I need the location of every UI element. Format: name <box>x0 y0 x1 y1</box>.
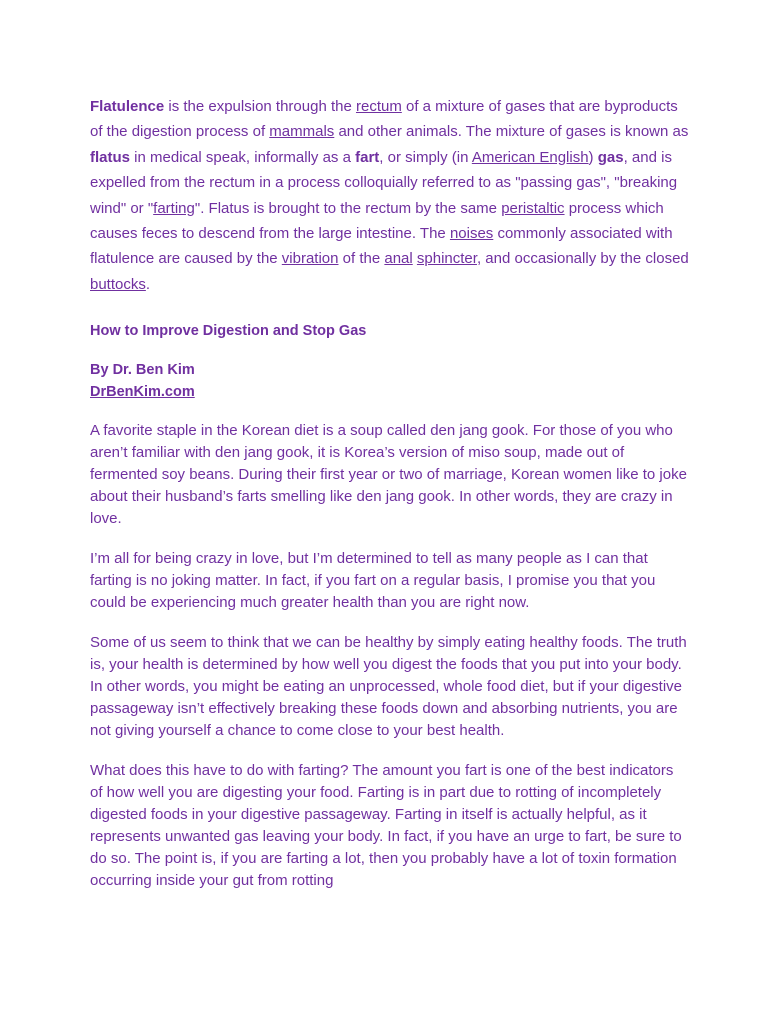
link-peristaltic[interactable]: peristaltic <box>501 199 565 217</box>
paragraph-1: A favorite staple in the Korean diet is a soup called den jang gook. For those of you who aren’t familiar with den jang gook, it is Korea’s version of miso soup, made out of fermented soy beans. During their first year or two of marriage, Korean women like to joke about their husband’s farts smelling like den jang gook. In other words, they are crazy in love. <box>90 422 687 528</box>
link-mammals[interactable]: mammals <box>269 123 335 141</box>
link-vibration[interactable]: vibration <box>281 250 339 268</box>
paragraph-4: What does this have to do with farting? The amount you fart is one of the best indicators of how well you are digesting your food. Farting is in part due to rotting of incompletely digested foods in your digestive passageway. Farting in itself is actually helpful, as it represents unwanted gas leaving your body. In fact, if you have an urge to fart, be sure to do so. The point is, if you are farting a lot, then you probably have a lot of toxin formation occurring inside your gut from rotting <box>90 762 682 890</box>
byline-author: By Dr. Ben Kim <box>90 362 195 379</box>
byline <box>90 359 690 403</box>
link-farting[interactable]: farting <box>153 199 195 217</box>
link-rectum[interactable]: rectum <box>355 98 402 115</box>
link-buttocks[interactable]: buttocks <box>90 275 146 293</box>
byline-site-link[interactable]: DrBenKim.com <box>90 384 195 401</box>
link-anal[interactable]: anal <box>384 250 413 268</box>
paragraph-2: I’m all for being crazy in love, but I’m determined to tell as many people as I can that farting is no joking matter. In fact, if you fart on a regular basis, I promise you that you could be experiencing much greater health than you are right now. <box>90 550 656 612</box>
intro-paragraph: Flatulence is the expulsion through the rectum of a mixture of gases that are byproducts of the digestion process of mammals and other animals. The mixture of gases is known as flatus in medical speak, informally as a fart, or simply (in American English) gas, and is expelled from the rectum in a process colloquially referred to as "passing gas", "breaking wind" or "farting". Flatus is brought to the rectum by the same peristaltic process which causes feces to descend from the large intestine. The noises commonly associated with flatulence are caused by the vibration of the anal sphincter, and occasionally by the closed buttocks. <box>90 98 689 293</box>
document-page <box>90 94 690 892</box>
term-flatus: flatus <box>90 148 131 166</box>
term-gas: gas <box>597 148 624 166</box>
term-fart: fart <box>355 148 380 166</box>
term-flatulence: Flatulence <box>90 98 165 115</box>
paragraph-3: Some of us seem to think that we can be healthy by simply eating healthy foods. The truth is, your health is determined by how well you digest the foods that you put into your body. In other words, you might be eating an unprocessed, whole food diet, but if your digestive passageway isn’t effectively breaking these foods down and absorbing nutrients, you are not giving yourself a chance to come close to your best health. <box>90 634 687 740</box>
link-noises[interactable]: noises <box>449 225 494 243</box>
link-sphincter[interactable]: sphincter <box>416 250 477 268</box>
article-heading: How to Improve Digestion and Stop Gas <box>90 323 367 340</box>
link-american-english[interactable]: American English <box>471 148 589 166</box>
